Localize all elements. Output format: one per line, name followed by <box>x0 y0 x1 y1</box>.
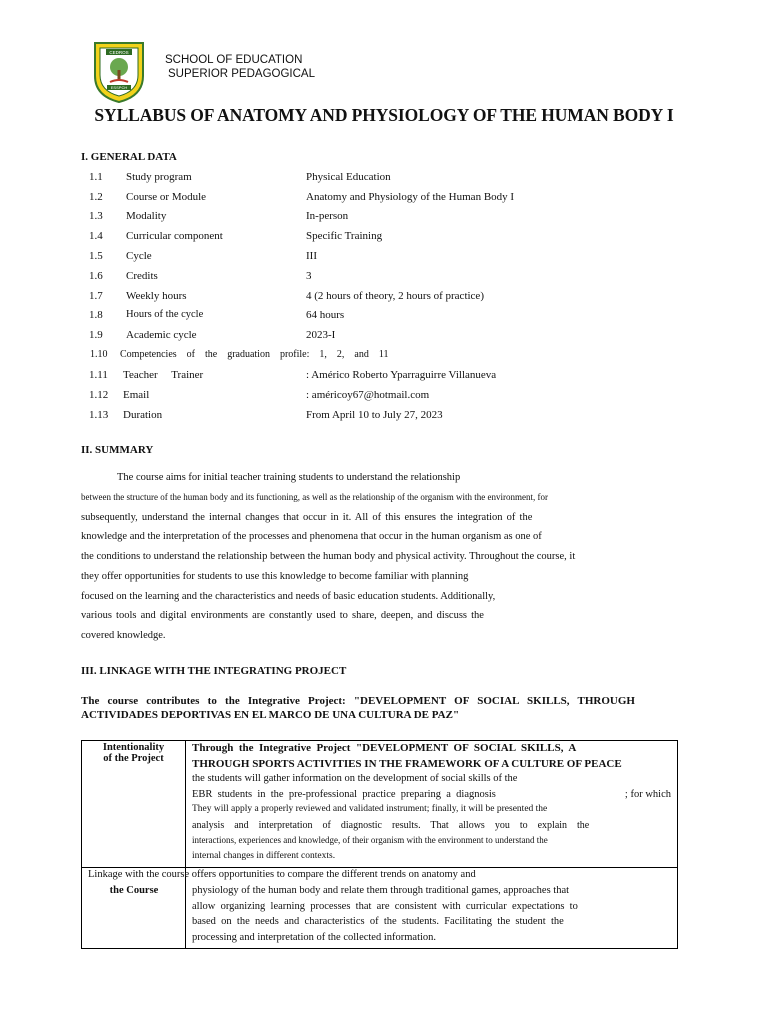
svg-text:ESSPCH: ESSPCH <box>110 85 128 90</box>
summary-line: subsequently, understand the internal changes that occur in it. All of this ensures the integration of the <box>81 512 533 523</box>
linkage-heading: III. LINKAGE WITH THE INTEGRATING PROJECT <box>81 665 347 677</box>
general-data-heading: I. GENERAL DATA <box>81 151 177 163</box>
school-line-1: SCHOOL OF EDUCATION <box>165 54 303 66</box>
summary-line: they offer opportunities for students to use this knowledge to become familiar with planning <box>81 571 469 582</box>
summary-heading: II. SUMMARY <box>81 444 154 456</box>
integrative-project-table <box>81 740 678 949</box>
summary-line: between the structure of the human body and its functioning, as well as the relationship of the organism with the environment, for <box>81 492 548 502</box>
summary-line: covered knowledge. <box>81 630 166 641</box>
school-logo <box>92 40 146 104</box>
linkage-label-cell: Linkage with the course offers opportunities to compare the different trends on anatomy and the Course <box>82 868 186 949</box>
summary-line: various tools and digital environments are constantly used to share, deepen, and discuss the <box>81 610 484 621</box>
table-row <box>82 868 678 949</box>
summary-line: focused on the learning and the characteristics and needs of basic education students. Additionally, <box>81 591 496 602</box>
school-name <box>165 53 315 81</box>
school-line-2: SUPERIOR PEDAGOGICAL <box>168 68 315 80</box>
svg-text:CEDROS: CEDROS <box>109 50 129 55</box>
summary-line: the conditions to understand the relationship between the human body and physical activity. Throughout the course, it <box>81 551 576 562</box>
summary-line: The course aims for initial teacher training students to understand the relationship <box>117 472 461 483</box>
linkage-content-cell: physiology of the human body and relate them through traditional games, approaches that allow organizing learning processes that are consistent with curricular expectations to based on the needs and characteristics of the students. Facilitating the student the processing and interpretation of the collected information. <box>186 868 678 949</box>
intentionality-content-cell: Through the Integrative Project "DEVELOPMENT OF SOCIAL SKILLS, A THROUGH SPORTS ACTIVITIES IN THE FRAMEWORK OF A CULTURE OF PEACE the students will gather information on the development of social skills of the EBR students in the pre-professional practice preparing a diagnosis ; for which They will apply a properly reviewed and validated instrument; finally, it will be presented the analysis and interpretation of diagnostic results. That allows you to explain the interactions, experiences and knowledge, of their organism with the environment to understand the internal changes in different contexts. <box>186 741 678 868</box>
linkage-intro: The course contributes to the Integrative Project: "DEVELOPMENT OF SOCIAL SKILLS, THROUGH ACTIVIDADES DEPORTIVAS EN EL MARCO DE UNA CULTURA DE PAZ" <box>81 695 635 721</box>
document-title: SYLLABUS OF ANATOMY AND PHYSIOLOGY OF THE HUMAN BODY I <box>94 105 674 125</box>
intentionality-label-cell: Intentionality of the Project <box>82 741 186 868</box>
table-row <box>82 741 678 868</box>
summary-line: knowledge and the interpretation of the processes and phenomena that occur in the human organism as one of <box>81 531 542 542</box>
